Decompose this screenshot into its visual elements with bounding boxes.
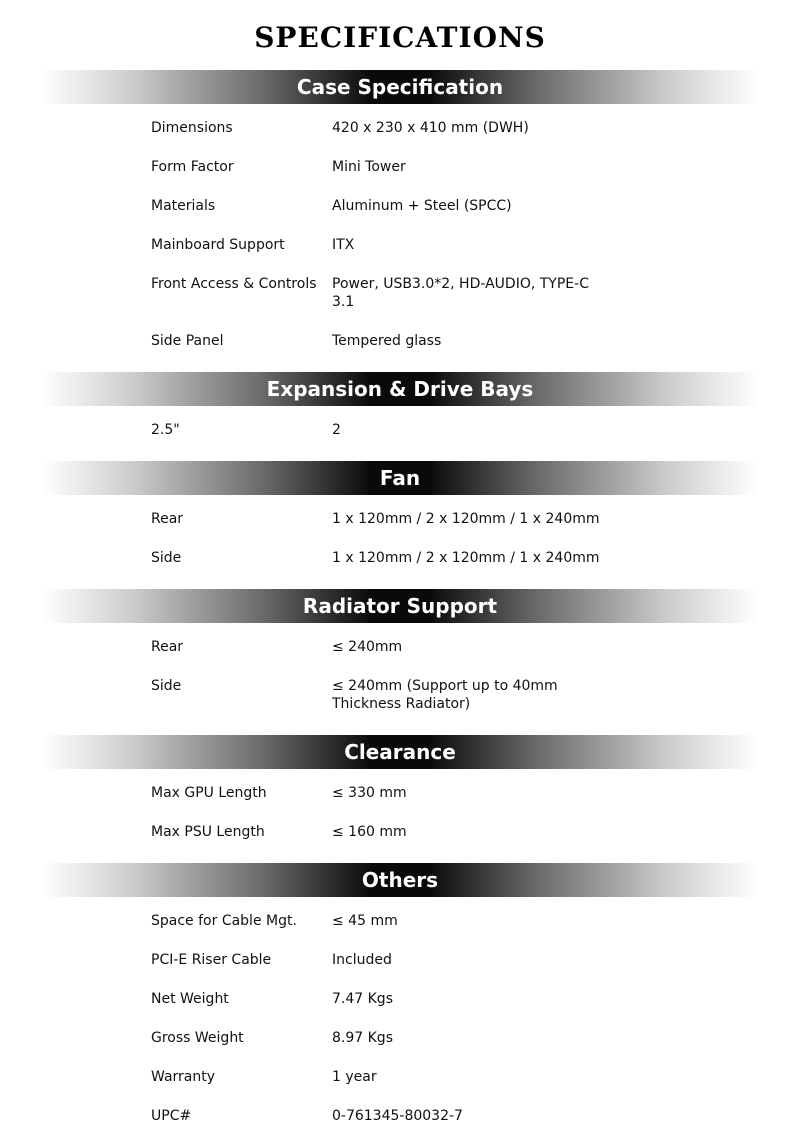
spec-label: Side (151, 678, 182, 694)
spec-row (0, 413, 800, 452)
spec-row (0, 150, 800, 189)
spec-sections (0, 70, 800, 1147)
spec-section (0, 735, 800, 863)
spec-label: Warranty (151, 1069, 216, 1085)
spec-value: ≤ 240mm (332, 639, 403, 655)
spec-section (0, 461, 800, 589)
spec-rows (0, 897, 800, 1147)
spec-section (0, 863, 800, 1147)
spec-value: 420 x 230 x 410 mm (DWH) (332, 120, 529, 136)
spec-rows (0, 769, 800, 863)
spec-label: PCI-E Riser Cable (151, 952, 272, 968)
page-title: SPECIFICATIONS (254, 21, 546, 54)
spec-row (0, 630, 800, 669)
spec-row (0, 815, 800, 854)
spec-label: Side Panel (151, 333, 224, 349)
spec-row (0, 267, 800, 324)
spec-label: Dimensions (151, 120, 233, 136)
spec-rows (0, 406, 800, 461)
spec-label: Max PSU Length (151, 824, 265, 840)
spec-rows (0, 104, 800, 372)
spec-rows (0, 495, 800, 589)
spec-row (0, 541, 800, 580)
spec-label: Max GPU Length (151, 785, 267, 801)
spec-row (0, 1060, 800, 1099)
section-header-band (42, 70, 758, 104)
section-heading: Expansion & Drive Bays (266, 377, 534, 401)
spec-row (0, 669, 800, 726)
spec-label: Front Access & Controls (151, 276, 317, 292)
spec-label: Rear (151, 639, 184, 655)
spec-value: Power, USB3.0*2, HD-AUDIO, TYPE-C 3.1 (332, 276, 589, 310)
section-heading: Fan (379, 466, 421, 490)
spec-row (0, 776, 800, 815)
section-header-band (42, 735, 758, 769)
section-heading: Others (361, 868, 439, 892)
spec-section (0, 372, 800, 461)
section-header-band (42, 461, 758, 495)
spec-value: Included (332, 952, 392, 968)
spec-value: 1 x 120mm / 2 x 120mm / 1 x 240mm (332, 550, 600, 566)
spec-label: UPC# (151, 1108, 192, 1124)
spec-row (0, 324, 800, 363)
spec-value: 8.97 Kgs (332, 1030, 393, 1046)
spec-label: Form Factor (151, 159, 234, 175)
spec-value: Mini Tower (332, 159, 406, 175)
spec-section (0, 70, 800, 372)
spec-section (0, 589, 800, 735)
section-header-band (42, 372, 758, 406)
section-header-band (42, 589, 758, 623)
spec-value: ≤ 330 mm (332, 785, 407, 801)
spec-value: 1 x 120mm / 2 x 120mm / 1 x 240mm (332, 511, 600, 527)
spec-value: ≤ 45 mm (332, 913, 398, 929)
section-heading: Radiator Support (302, 594, 498, 618)
spec-value: ≤ 240mm (Support up to 40mm Thickness Radiator) (332, 678, 558, 712)
spec-label: Net Weight (151, 991, 229, 1007)
spec-label: Materials (151, 198, 216, 214)
spec-value: 0-761345-80032-7 (332, 1108, 463, 1124)
spec-row (0, 982, 800, 1021)
spec-row (0, 1021, 800, 1060)
spec-row (0, 1099, 800, 1138)
spec-row (0, 502, 800, 541)
spec-row (0, 189, 800, 228)
spec-value: 7.47 Kgs (332, 991, 393, 1007)
section-header-band (42, 863, 758, 897)
spec-label: Rear (151, 511, 184, 527)
spec-row (0, 228, 800, 267)
spec-rows (0, 623, 800, 735)
spec-label: 2.5" (151, 422, 180, 438)
spec-label: Mainboard Support (151, 237, 285, 253)
spec-row (0, 904, 800, 943)
spec-value: ITX (332, 237, 355, 253)
spec-label: Side (151, 550, 182, 566)
spec-value: Tempered glass (332, 333, 442, 349)
spec-value: ≤ 160 mm (332, 824, 407, 840)
section-heading: Case Specification (296, 75, 504, 99)
spec-value: 1 year (332, 1069, 377, 1085)
spec-label: Space for Cable Mgt. (151, 913, 297, 929)
spec-row (0, 943, 800, 982)
section-heading: Clearance (344, 740, 456, 764)
spec-value: 2 (332, 422, 341, 438)
spec-row (0, 111, 800, 150)
spec-label: Gross Weight (151, 1030, 244, 1046)
spec-value: Aluminum + Steel (SPCC) (332, 198, 512, 214)
